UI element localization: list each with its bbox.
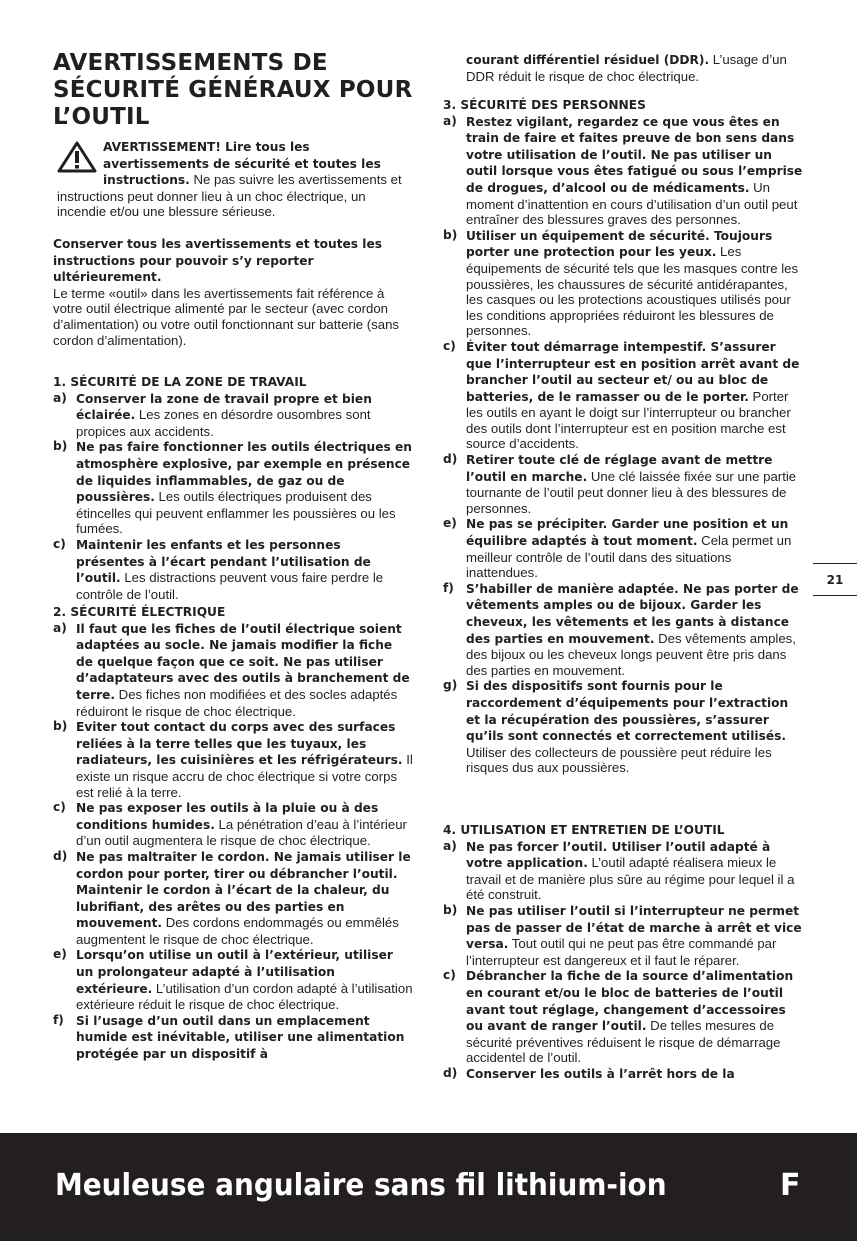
list-item: d) Retirer toute clé de réglage avant de mettre l’outil en marche. Une clé laissée fixée sur une partie tournante de l’outil peut donner lieu à des blessures de personnes. — [443, 452, 797, 516]
list-item: b) Ne pas utiliser l’outil si l’interrupteur ne permet pas de passer de l’état de marche à arrêt et vice versa. Tout outil qui ne peut pas être commandé par l’interrupteur est dangereux et il faut le réparer. — [443, 902, 802, 968]
list-item: a) Restez vigilant, regardez ce que vous êtes en train de faire et faites preuve de bon sens dans votre utilisation de l’outil. Ne pas utiliser un outil lorsque vous êtes fatigué ou sous l’emprise de drogues, d’alcool ou de médicaments. Un moment d’inattention en cours d’utilisation d’un outil peut entraîner des blessures graves des personnes. — [443, 113, 803, 228]
list-item: c) Débrancher la fiche de la source d’alimentation en courant et/ou le bloc de batteries de l’outil avant tout réglage, changement d’accessoires ou avant de ranger l’outil. De telles mesures de sécurité préventives réduisent le risque de démarrage accidentel de l’outil. — [443, 968, 794, 1066]
electrical-continuation: courant différentiel résiduel (DDR). L’usage d’un DDR réduit le risque de choc électrique. — [466, 52, 787, 84]
list-item: b) Utiliser un équipement de sécurité. Toujours porter une protection pour les yeux. Les équipements de sécurité tels que les masques contre les poussières, les chaussures de sécurité antidérapantes, les casques ou les protections acoustiques utilisés pour les conditions appropriées réduiront les blessures de personnes. — [443, 227, 799, 339]
list-item: e) Ne pas se précipiter. Garder une position et un équilibre adaptés à tout moment. Cela permet un meilleur contrôle de l’outil dans des situations inattendues. — [443, 516, 792, 581]
section-electrical — [53, 605, 413, 1063]
keep-instructions — [53, 236, 409, 348]
language-letter: F — [780, 1168, 801, 1203]
warning-triangle-icon — [57, 141, 97, 173]
section-personal-safety — [443, 98, 804, 776]
list-item: c) Ne pas exposer les outils à la pluie ou à des conditions humides. La pénétration d’eau à l’intérieur d’un outil augmentera le risque de choc électrique. — [53, 800, 407, 849]
footer-title: Meuleuse angulaire sans fil lithium-ion — [55, 1168, 667, 1203]
list-item: d) Conserver les outils à l’arrêt hors de la — [443, 1065, 735, 1081]
warning-text: Ne pas suivre les avertissements et instructions peut donner lieu à un choc électrique, un incendie et/ou une blessure sérieuse. — [57, 172, 402, 220]
list-item: a) Il faut que les fiches de l’outil électrique soient adaptées au socle. Ne jamais modifier la fiche de quelque façon que ce soit. Ne pas utiliser d’adaptateurs avec des outils à branchement de terre. Des fiches non modifiées et des socles adaptés réduiront le risque de choc électrique. — [53, 620, 410, 719]
list-item: b) Eviter tout contact du corps avec des surfaces reliées à la terre telles que les tuyaux, les radiateurs, les cuisinières et les réfrigérateurs. Il existe un risque accru de choc électrique si votre corps est relié à la terre. — [53, 719, 413, 800]
list-item: g) Si des dispositifs sont fournis pour le raccordement d’équipements pour l’extraction et la récupération des poussières, s’assurer qu’ils sont connectés et correctement utilisés. Utiliser des collecteurs de poussière peut réduire les risques dus aux poussières. — [443, 678, 789, 776]
list-item: a) Ne pas forcer l’outil. Utiliser l’outil adapté à votre application. L’outil adapté réalisera mieux le travail et de manière plus sûre au régime pour lequel il a été construit. — [443, 838, 795, 903]
page-title: AVERTISSEMENTS DE SÉCURITÉ GÉNÉRAUX POUR L’OUTIL — [53, 50, 413, 130]
keep-text: Le terme «outil» dans les avertissements fait référence à votre outil électrique alimenté par le secteur (avec cordon d’alimentation) ou votre outil fonctionnant sur batterie (sans cordon d’alimentation). — [53, 285, 399, 348]
section-heading: 1. SÉCURITÉ DE LA ZONE DE TRAVAIL — [53, 375, 307, 389]
list-item: a) Conserver la zone de travail propre et bien éclairée. Les zones en désordre ousombres sont propices aux accidents. — [53, 390, 372, 439]
list-item: c) Maintenir les enfants et les personnes présentes à l’écart pendant l’utilisation de l’outil. Les distractions peuvent vous faire perdre le contrôle de l’outil. — [53, 536, 384, 602]
warning-bold: AVERTISSEMENT! Lire tous les avertissements de sécurité et toutes les instructions. — [103, 140, 381, 188]
list-item: c) Éviter tout démarrage intempestif. S’assurer que l’interrupteur est en position arrêt avant de brancher l’outil au secteur et/ ou au bloc de batteries, de le ramasser ou de le porter. Porter les outils en ayant le doigt sur l’interrupteur ou brancher des outils dont l’interrupteur est en position marche est source d’accidents. — [443, 338, 800, 452]
list-item: d) Ne pas maltraiter le cordon. Ne jamais utiliser le cordon pour porter, tirer ou débrancher l’outil. Maintenir le cordon à l’écart de la chaleur, du lubrifiant, des arêtes ou des parties en mouvement. Des cordons endommagés ou emmêlés augmentent le risque de choc électrique. — [53, 848, 411, 947]
keep-bold: Conserver tous les avertissements et toutes les instructions pour pouvoir s’y reporter ultérieurement. — [53, 237, 382, 285]
list-item: b) Ne pas faire fonctionner les outils électriques en atmosphère explosive, par exemple en présence de liquides inflammables, de gaz ou de poussières. Les outils électriques produisent des étincelles qui peuvent enflammer les poussières ou les fumées. — [53, 439, 412, 537]
section-work-area — [53, 375, 413, 602]
warning-block — [53, 139, 413, 220]
list-item: f) Si l’usage d’un outil dans un emplacement humide est inévitable, utiliser une alimentation protégée par un dispositif à — [53, 1012, 405, 1062]
section-tool-use — [443, 823, 804, 1083]
list-item: e) Lorsqu’on utilise un outil à l’extérieur, utiliser un prolongateur adapté à l’utilisation extérieure. L’utilisation d’un cordon adapté à l’utilisation extérieure réduit le risque de choc électrique. — [53, 947, 413, 1013]
list-item: f) S’habiller de manière adaptée. Ne pas porter de vêtements amples ou de bijoux. Garder les cheveux, les vêtements et les gants à distance des parties en mouvement. Des vêtements amples, des bijoux ou les cheveux longs peuvent être pris dans des parties en mouvement. — [443, 580, 799, 678]
section-heading: 3. SÉCURITÉ DES PERSONNES — [443, 98, 646, 112]
section-heading: 2. SÉCURITÉ ÉLECTRIQUE — [53, 605, 226, 619]
section-heading: 4. UTILISATION ET ENTRETIEN DE L’OUTIL — [443, 823, 725, 837]
page-number: 21 — [813, 563, 857, 596]
